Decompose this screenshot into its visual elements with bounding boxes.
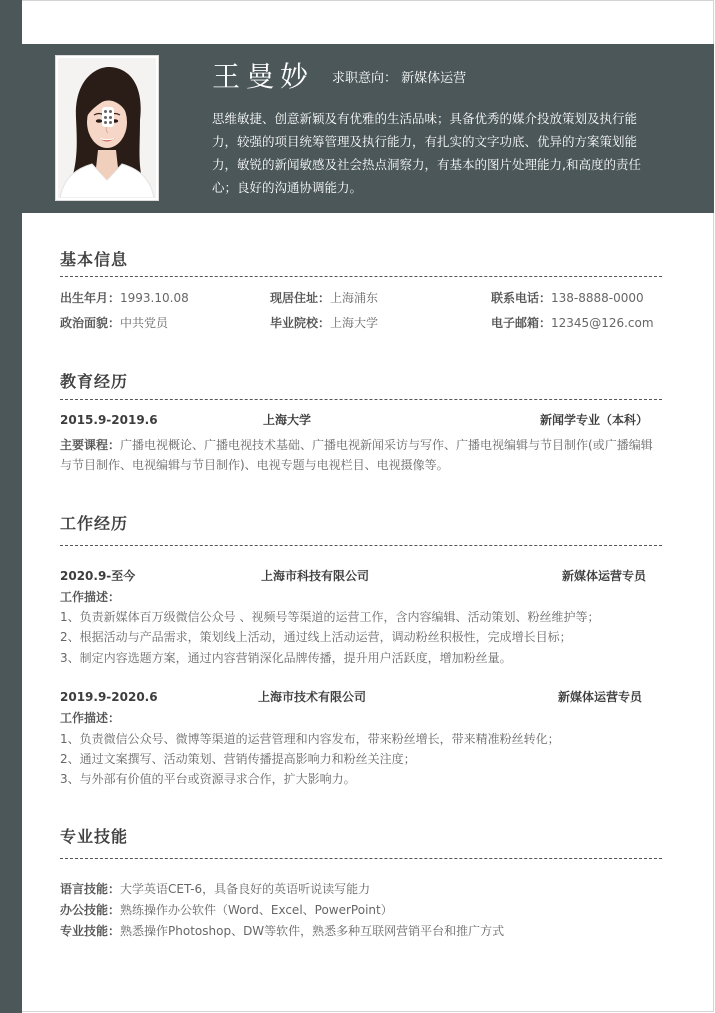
section-title-skills[interactable]: 专业技能 bbox=[60, 827, 129, 846]
school-field[interactable] bbox=[270, 313, 378, 333]
email-field[interactable] bbox=[491, 313, 654, 333]
skill-language-value: 大学英语CET-6，具备良好的英语听说读写能力 bbox=[120, 882, 371, 896]
email-label: 电子邮箱： bbox=[491, 316, 552, 330]
courses-label: 主要课程： bbox=[60, 438, 121, 452]
profile-photo bbox=[58, 58, 156, 198]
skill-professional-value: 熟悉操作Photoshop、DW等软件，熟悉多种互联网营销平台和推广方式 bbox=[120, 924, 505, 938]
job-1-company[interactable]: 上海市科技有限公司 bbox=[261, 569, 370, 583]
skill-office[interactable] bbox=[60, 900, 393, 920]
phone-value: 138-8888-0000 bbox=[551, 291, 644, 305]
job-2-line-3[interactable]: 3、与外部有价值的平台或资源寻求合作，扩大影响力。 bbox=[60, 772, 356, 786]
job-1-position[interactable]: 新媒体运营专员 bbox=[562, 569, 647, 583]
job-2-desc-label: 工作描述： bbox=[60, 711, 121, 725]
candidate-name[interactable]: 王曼妙 bbox=[212, 60, 315, 93]
politics-value: 中共党员 bbox=[120, 316, 169, 330]
address-field[interactable] bbox=[270, 288, 378, 308]
section-title-basic-info[interactable]: 基本信息 bbox=[60, 250, 129, 269]
job-2-position[interactable]: 新媒体运营专员 bbox=[558, 690, 643, 704]
divider-education bbox=[60, 399, 662, 400]
left-accent-strip bbox=[0, 0, 22, 1013]
drag-handle-icon[interactable] bbox=[102, 107, 114, 127]
education-major[interactable]: 新闻学专业（本科） bbox=[540, 413, 649, 427]
job-1-desc-label: 工作描述： bbox=[60, 590, 121, 604]
address-value: 上海浦东 bbox=[330, 291, 379, 305]
politics-label: 政治面貌： bbox=[60, 316, 121, 330]
education-period[interactable]: 2015.9-2019.6 bbox=[60, 413, 158, 427]
politics-field[interactable] bbox=[60, 313, 168, 333]
education-school[interactable]: 上海大学 bbox=[263, 413, 312, 427]
job-2-line-2[interactable]: 2、通过文案撰写、活动策划、营销传播提高影响力和粉丝关注度； bbox=[60, 752, 416, 766]
skill-office-label: 办公技能： bbox=[60, 903, 121, 917]
birth-date-value: 1993.10.08 bbox=[120, 291, 189, 305]
skill-professional[interactable] bbox=[60, 921, 504, 941]
skill-professional-label: 专业技能： bbox=[60, 924, 121, 938]
job-2-line-1[interactable]: 1、负责微信公众号、微博等渠道的运营管理和内容发布，带来粉丝增长，带来精准粉丝转化； bbox=[60, 732, 560, 746]
portrait-image bbox=[58, 58, 156, 198]
birth-date-label: 出生年月： bbox=[60, 291, 121, 305]
job-1-line-1[interactable]: 1、负责新媒体百万级微信公众号 、视频号等渠道的运营工作，含内容编辑、活动策划、粉丝维护等； bbox=[60, 610, 600, 624]
address-label: 现居住址： bbox=[270, 291, 331, 305]
phone-field[interactable] bbox=[491, 288, 644, 308]
profile-photo-frame[interactable] bbox=[55, 55, 159, 201]
job-2-period[interactable]: 2019.9-2020.6 bbox=[60, 690, 158, 704]
job-1-period[interactable]: 2020.9-至今 bbox=[60, 569, 136, 583]
job-intent[interactable]: 求职意向： 新媒体运营 bbox=[332, 71, 467, 86]
resume-header bbox=[22, 44, 714, 213]
courses-value: 广播电视概论、广播电视技术基础、广播电视新闻采访与写作、广播电视编辑与节目制作(或广播编辑与节目制作、电视编辑与节目制作)、电视专题与电视栏目、电视摄像等。 bbox=[60, 438, 653, 472]
divider-skills bbox=[60, 858, 662, 859]
skill-language-label: 语言技能： bbox=[60, 882, 121, 896]
divider-work bbox=[60, 545, 662, 546]
skill-office-value: 熟练操作办公软件（Word、Excel、PowerPoint） bbox=[120, 903, 393, 917]
education-courses[interactable] bbox=[60, 435, 662, 475]
school-value: 上海大学 bbox=[330, 316, 379, 330]
school-label: 毕业院校： bbox=[270, 316, 331, 330]
profile-summary[interactable]: 思维敏捷、创意新颖及有优雅的生活品味；具备优秀的媒介投放策划及执行能力，较强的项目统筹管理及执行能力，有扎实的文字功底、优异的方案策划能力，敏锐的新闻敏感及社会热点洞察力，有基本的图片处理能力,和高度的责任心；良好的沟通协调能力。 bbox=[212, 111, 641, 195]
divider-basic-info bbox=[60, 276, 662, 277]
skill-language[interactable] bbox=[60, 879, 370, 899]
job-2-company[interactable]: 上海市技术有限公司 bbox=[258, 690, 367, 704]
job-1-line-2[interactable]: 2、根据活动与产品需求，策划线上活动，通过线上活动运营，调动粉丝积极性，完成增长目标； bbox=[60, 630, 572, 644]
job-1-line-3[interactable]: 3、制定内容选题方案，通过内容营销深化品牌传播，提升用户活跃度，增加粉丝量。 bbox=[60, 651, 512, 665]
section-title-education[interactable]: 教育经历 bbox=[60, 372, 129, 391]
email-value: 12345@126.com bbox=[551, 316, 654, 330]
section-title-work[interactable]: 工作经历 bbox=[60, 514, 129, 533]
birth-date-field[interactable] bbox=[60, 288, 189, 308]
phone-label: 联系电话： bbox=[491, 291, 552, 305]
